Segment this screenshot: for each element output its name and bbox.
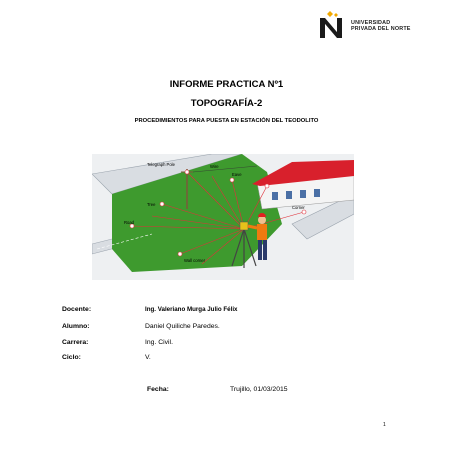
label-telegraph-pole: Telegraph Pole xyxy=(147,162,175,167)
label-tree: Tree xyxy=(147,202,156,207)
ciclo-row xyxy=(62,354,81,361)
page-number: 1 xyxy=(383,422,386,428)
label-wall-corner: Wall corner xyxy=(184,258,206,263)
docente-label: Docente: xyxy=(62,306,92,313)
university-logo-icon xyxy=(317,10,347,40)
carrera-row xyxy=(62,339,88,346)
university-logo xyxy=(317,10,442,40)
theodolite-illustration xyxy=(92,154,354,280)
university-name xyxy=(351,20,411,33)
carrera-label: Carrera: xyxy=(62,339,89,346)
carrera-value: Ing. Civil. xyxy=(145,339,173,346)
label-eave: Eave xyxy=(232,172,242,177)
university-name-line2: PRIVADA DEL NORTE xyxy=(351,26,411,33)
label-wire: Wire xyxy=(210,164,219,169)
docente-row xyxy=(62,306,91,313)
alumno-label: Alumno: xyxy=(62,323,90,330)
label-corner: Corner xyxy=(292,205,305,210)
docente-value: Ing. Valeriano Murga Julio Félix xyxy=(145,306,238,313)
label-road: Road xyxy=(124,220,135,225)
alumno-value: Daniel Quiliche Paredes. xyxy=(145,323,220,330)
fecha-row xyxy=(147,386,169,393)
report-title: INFORME PRACTICA Nº1 xyxy=(169,79,284,90)
ciclo-value: V. xyxy=(145,354,151,361)
report-subtitle: PROCEDIMIENTOS PARA PUESTA EN ESTACIÓN DEL TEODOLITO xyxy=(134,118,319,124)
university-name-line1: UNIVERSIDAD xyxy=(351,20,391,26)
fecha-label: Fecha: xyxy=(147,386,169,393)
course-title: TOPOGRAFÍA-2 xyxy=(190,98,263,109)
fecha-value: Trujillo, 01/03/2015 xyxy=(230,386,288,393)
alumno-row xyxy=(62,323,90,330)
ciclo-label: Ciclo: xyxy=(62,354,81,361)
